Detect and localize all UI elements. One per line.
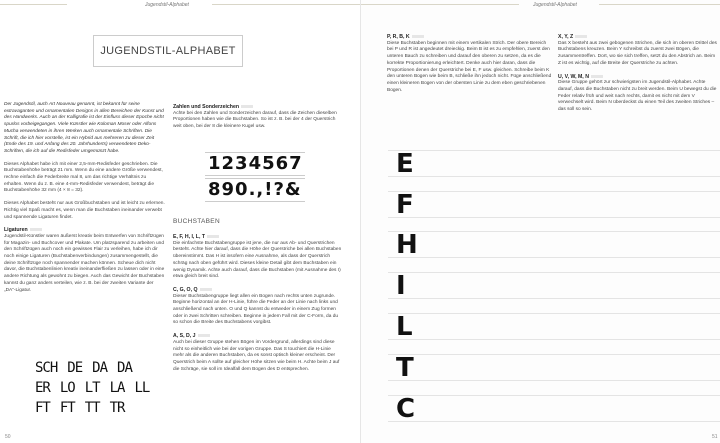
practice-row: E: [388, 150, 720, 177]
paragraph: Dieses Alphabet habe ich mit einer 2,5-mm-Redisfeder geschrieben. Die Buchstabenhöhe beträgt 21 mm. Wenn du eine andere Größe verwendest, rechne einfach die Federbreite mal 8, um das richtige Verhältnis zu erhalten. Wenn du z. B. eine 4-mm-Redisfeder verwendest, beträgt die Buchstabenhöhe 32 mm (4 × 8 = 32).: [4, 161, 163, 194]
header-rule: [0, 4, 67, 5]
page-number: 51: [712, 434, 718, 440]
practice-row: F: [388, 191, 720, 218]
paragraph: Dieser Buchstabengruppe liegt allen ein Bogen nach rechts unten zugrunde. Beginne horizontal an der H-Linie, führe die Feder an der Linie nach links und anschließend nach unten. O und Q kannst du entweder in einem Zug formen oder in zwei Schritten schreiben. Beginne in jedem Fall mit der C-Form, da du so schon die Breite des Buchstabens vorgibst.: [173, 293, 339, 326]
group-heading: P, R, B, K: [387, 34, 553, 41]
paragraph: Auch bei dieser Gruppe stehen Bögen im Vordergrund, allerdings sind diese nicht so einheitlich wie bei der vorigen Gruppe. Das S touchiert die H-Linie mehr als die anderen Buchstaben, da es sonst optisch kleiner erscheint. Der Querstrich beim A sollte auf gleicher Höhe sitzen wie beim H. Achte beim J auf die Schräge, sie soll im Idealfall dem Bogen des D entsprechen.: [173, 339, 340, 372]
group-pbrk: [387, 34, 553, 100]
practice-row: L: [388, 313, 720, 340]
paragraph: Diese Gruppe gehört zur schwierigsten im Jugendstil-Alphabet. Achte darauf, dass die Buchstaben nicht zu breit werden. Beim U bewegst du die Feder relativ früh und weit nach rechts, damit es nicht mit dem V verwechselt wird. Beim N überdeckst du einen Teil des zweiten Striches – das soll so sein.: [558, 80, 717, 113]
practice-row: I: [388, 272, 720, 299]
page-number: 50: [5, 434, 11, 440]
group-heading: A, S, D, J: [173, 333, 343, 340]
group-heading: E, F, H, I, L, T: [173, 234, 343, 241]
number-samples: 1234567 890.,!?&: [205, 152, 305, 204]
running-head: Jugendstil-Alphabet: [533, 2, 577, 8]
letter-groups: [173, 234, 343, 379]
section-title: BUCHSTABEN: [173, 218, 220, 225]
practice-row: T: [388, 354, 720, 381]
paragraph: Dieses Alphabet besteht nur aus Großbuchstaben und ist leicht zu erlernen. Richtig viel Spaß macht es, wenn man die Buchstaben ineinander verwebt und spannende Ligaturen findet.: [4, 201, 165, 220]
header-rule: [599, 4, 720, 5]
paragraph: Diese Buchstaben beginnen mit einem vertikalen Strich. Der obere Bereich bei P und R ist angedeutet dreieckig. Beim B ist es zu empfehlen, zuerst den unteren Bauch zu schreiben und darauf den oberen zu setzen, da es die korrekte Proportionierung erleichtert. Denke auch hier daran, dass die Proportionen denen der Querstriche bei E, F usw. gleichen. Schreibe beim K den unteren Bogen wie beim B, schließe ihn jedoch nicht. Füge anschließend einen kleineren Bogen von der obersten Linie zu dem eben geschriebenen Bogen.: [387, 40, 552, 93]
group-heading: C, G, O, Q: [173, 287, 343, 294]
ligatures-heading: Ligaturen: [4, 227, 166, 234]
page-title: JUGENDSTIL-ALPHABET: [93, 35, 243, 67]
practice-row: H: [388, 231, 720, 258]
paragraph: Das X besteht aus zwei gebogenen Strichen, die sich im oberen Drittel des Buchstabens kreuzen. Beim Y schreibst du zuerst zwei Bögen, die zusammentreffen. Dort, wo sie sich treffen, setzt du den Abstrich an. Beim Z ist es wichtig, auf die Breite der Querstriche zu achten.: [558, 40, 717, 66]
paragraph: Die einfachste Buchstabengruppe ist jene, die nur aus Ab- und Querstrichen besteht. Achte hier darauf, dass die Höhe der Querstriche bei allen Buchstaben übereinstimmt. Das H ist insofern eine Ausnahme, als dass der Querstrich schräg nach oben geführt wird. Dieses kleine Detail gibt dem Buchstaben ein wenig Dynamik. Achte auch darauf, dass die Buchstaben (mit Ausnahme des I) etwa gleich breit sind.: [173, 240, 342, 280]
group-heading: X, Y, Z: [558, 34, 718, 41]
numbers-section: [173, 104, 343, 137]
paragraph: Jugendstil-Künstler waren äußerst kreativ beim Entwerfen von Schriftzügen für Magazin- und Buchcover und Plakate. Um platzsparend zu arbeiten und den Schriftzügen auch noch ein gewisses Flair zu verleihen, habe ich dir noch einige Ligaturen (Buchstabenverbindungen) zusammengestellt, die deine Schriftzüge noch spannender machen können. Scheue dich nicht davor, die Buchstabenlinien kreativ ineinanderfließen zu lassen oder in eine andere Richtung als gewohnt zu biegen. Auch das Gewicht der Buchstaben kannst du ganz anders verteilen, wie z. B. bei der zweiten Variante der „DA“-Ligatur.: [4, 233, 165, 293]
running-head: Jugendstil-Alphabet: [145, 2, 189, 8]
intro-paragraph: Der Jugendstil, auch Art Nouveau genannt, ist bekannt für seine extravaganten und ornamentalen Designs in allen Bereichen der Kunst und des Handwerks. Auch an der Kalligrafie ist der Einfluss dieser Epoche nicht spurlos vorbeigegangen. Viele Künstler wie Koloman Moser oder Alfons Mucha verwendeten in ihren Werken auch ornamentale Schriften. Die Schrift, die ich hier vorstelle, ist ein Hybrid aus mehreren zu dieser Zeit (Ende des 19. und Anfang des 20. Jahrhunderts) verwendeten Deko-Schriften, die ich auf die Redisfeder umgemünzt habe.: [4, 102, 164, 154]
ligature-samples: SCH DE DA DA ER LO LT LA LL FT FT TT TR: [35, 360, 150, 416]
right-page: [360, 0, 720, 443]
header-rule: [212, 4, 360, 5]
numbers-heading: Zahlen und Sonderzeichen: [173, 104, 343, 111]
group-heading: U, V, W, M, N: [558, 74, 718, 81]
group-xyz-uvwmn: [558, 34, 718, 120]
left-column: [4, 102, 166, 300]
paragraph: Achte bei den Zahlen und Sonderzeichen darauf, dass die Zeichen dieselben Proportionen haben wie die Buchstaben. So ist z. B. bei der 4 der Querstrich weit oben, bei der 8 die kleinere Kugel usw.: [173, 110, 337, 130]
practice-row: C: [388, 395, 720, 422]
header-rule: [361, 4, 519, 5]
